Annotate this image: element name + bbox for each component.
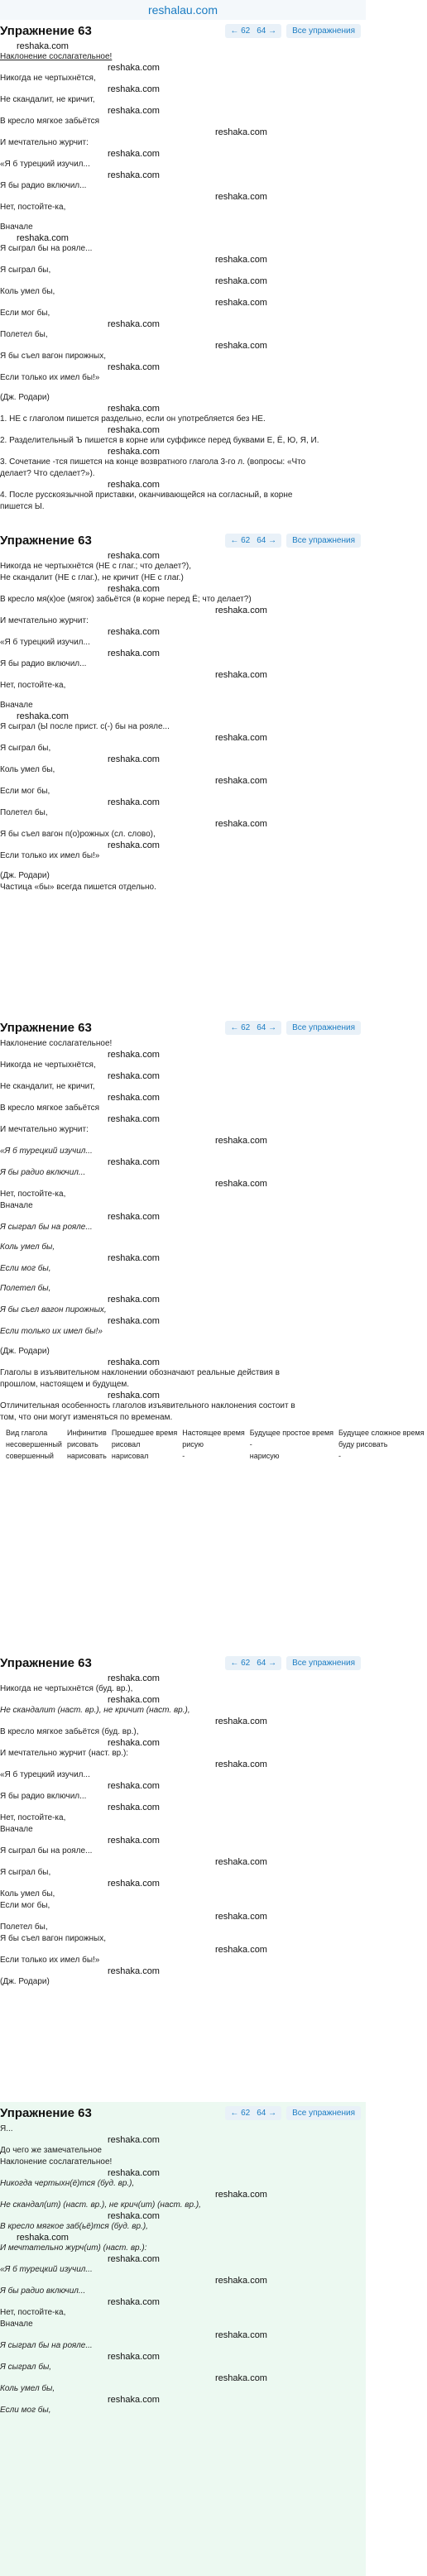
next-link[interactable]: 64 → xyxy=(257,26,277,36)
text-line: Нет, постойте-ка, xyxy=(0,1190,66,1199)
section-title: Упражнение 63 xyxy=(0,2105,92,2120)
top-bar xyxy=(0,0,366,20)
rule-line: пишется Ы. xyxy=(0,502,45,511)
watermark: reshaka.com xyxy=(215,1717,267,1726)
text-line: Не скандалит (наст. вр.), не кричит (наст. вр.), xyxy=(0,1706,190,1715)
section-header xyxy=(0,2102,366,2124)
text-line: Наклонение сослагательное! xyxy=(0,2157,113,2167)
watermark: reshaka.com xyxy=(108,319,160,329)
pager xyxy=(225,534,281,548)
watermark: reshaka.com xyxy=(108,2395,160,2405)
watermark: reshaka.com xyxy=(215,1912,267,1922)
nav xyxy=(225,1021,361,1035)
watermark: reshaka.com xyxy=(108,1836,160,1846)
text-line: Полетел бы, xyxy=(0,808,48,817)
gap xyxy=(0,1233,366,1242)
watermark: reshaka.com xyxy=(215,776,267,786)
gap xyxy=(0,862,366,870)
watermark: reshaka.com xyxy=(215,255,267,265)
text-line: Если мог бы, xyxy=(0,787,50,796)
text-line: Нет, постойте-ка, xyxy=(0,681,66,690)
text-line: Полетел бы, xyxy=(0,330,48,339)
watermark: reshaka.com xyxy=(108,627,160,637)
nav xyxy=(225,534,361,548)
paragraph-line: Отличительная особенность глаголов изъявительного наклонения состоит в xyxy=(0,1401,295,1410)
text-line: Я сыграл бы, xyxy=(0,744,51,753)
text-line: Никогда не чертыхнётся, xyxy=(0,74,96,83)
text-line: Коль умел бы, xyxy=(0,1243,55,1252)
watermark: reshaka.com xyxy=(108,362,160,372)
text-line: Я бы радио включил... xyxy=(0,1168,86,1177)
watermark: reshaka.com xyxy=(215,670,267,680)
watermark: reshaka.com xyxy=(108,1738,160,1748)
watermark: reshaka.com xyxy=(108,149,160,159)
text-line: Никогда чертыхн(ё)тся (буд. вр.), xyxy=(0,2179,135,2188)
table-row xyxy=(3,1439,427,1450)
watermark: reshaka.com xyxy=(108,2211,160,2221)
text-line: «Я б турецкий изучил... xyxy=(0,160,90,169)
text-line: Я бы съел вагон пирожных, xyxy=(0,1305,107,1314)
watermark: reshaka.com xyxy=(108,1071,160,1081)
gap xyxy=(0,692,366,700)
section-header xyxy=(0,20,366,41)
table-header-row xyxy=(3,1427,427,1439)
table-cell: нарисовать xyxy=(66,1452,107,1460)
rule-line: 2. Разделительный Ъ пишется в корне или суффиксе перед буквами Е, Ё, Ю, Я, И. xyxy=(0,436,319,445)
next-link[interactable]: 64 → xyxy=(257,2108,277,2118)
rule-line: 4. После русскоязычной приставки, оканчивающейся на согласный, в корне xyxy=(0,491,293,500)
section-header xyxy=(0,1017,366,1038)
watermark: reshaka.com xyxy=(215,2276,267,2286)
watermark: reshaka.com xyxy=(215,127,267,137)
text-line: Вначале xyxy=(0,1201,33,1210)
table-cell: совершенный xyxy=(6,1452,54,1460)
text-line: Я сыграл бы, xyxy=(0,266,51,275)
text-line: (Дж. Родари) xyxy=(0,1977,50,1986)
exercise-section-1 xyxy=(0,20,366,526)
table-cell: рисую xyxy=(182,1440,204,1448)
watermark: reshaka.com xyxy=(108,1695,160,1705)
all-exercises-button[interactable]: Все упражнения xyxy=(286,24,361,38)
watermark: reshaka.com xyxy=(108,2135,160,2145)
pager xyxy=(225,1656,281,1670)
text-line: В кресло мягкое забьётся xyxy=(0,117,100,126)
text-line: Вначале xyxy=(0,223,33,232)
exercise-section-4 xyxy=(0,1652,366,2099)
all-exercises-button[interactable]: Все упражнения xyxy=(286,1656,361,1670)
all-exercises-button[interactable]: Все упражнения xyxy=(286,1021,361,1035)
text-line: Если мог бы, xyxy=(0,2406,51,2415)
section-title: Упражнение 63 xyxy=(0,1655,92,1670)
watermark: reshaka.com xyxy=(108,797,160,807)
section-title: Упражнение 63 xyxy=(0,533,92,548)
text-line: Полетел бы, xyxy=(0,1922,48,1932)
text-line: Не скандал(ит) (наст. вр.), не крич(ит) (наст. вр.), xyxy=(0,2200,201,2210)
watermark: reshaka.com xyxy=(17,41,69,51)
text-line: Я бы съел вагон п(о)рожных (сл. слово), xyxy=(0,830,156,839)
text-line: (Дж. Родари) xyxy=(0,1347,50,1356)
table-row xyxy=(3,1450,427,1462)
watermark: reshaka.com xyxy=(215,606,267,615)
watermark: reshaka.com xyxy=(108,1879,160,1889)
watermark: reshaka.com xyxy=(108,840,160,850)
text-line: В кресло мягкое заб(ьё)тся (буд. вр.), xyxy=(0,2222,148,2231)
watermark: reshaka.com xyxy=(108,1803,160,1812)
section-title: Упражнение 63 xyxy=(0,1020,92,1035)
text-line: Я бы радио включил... xyxy=(0,2286,86,2296)
table-cell: - xyxy=(182,1452,185,1460)
watermark: reshaka.com xyxy=(108,84,160,94)
section-title: Упражнение 63 xyxy=(0,23,92,38)
gap xyxy=(0,384,366,392)
text-line: Нет, постойте-ка, xyxy=(0,1813,66,1822)
watermark: reshaka.com xyxy=(108,1093,160,1103)
text-line: В кресло мягкое забьётся (буд. вр.), xyxy=(0,1727,139,1736)
watermark: reshaka.com xyxy=(108,649,160,658)
text-line: Если мог бы, xyxy=(0,309,50,318)
all-exercises-button[interactable]: Все упражнения xyxy=(286,2106,361,2120)
table-cell: рисовать xyxy=(66,1440,98,1448)
watermark: reshaka.com xyxy=(108,1050,160,1060)
table-header: Настоящее время xyxy=(182,1429,245,1437)
text-line: Вначале xyxy=(0,701,33,710)
text-line: Наклонение сослагательное! xyxy=(0,1039,113,1048)
text-line: И мечтательно журч(ит) (наст. вр.): xyxy=(0,2243,147,2253)
text-line: Если мог бы, xyxy=(0,1264,51,1273)
watermark: reshaka.com xyxy=(108,2352,160,2362)
all-exercises-button[interactable]: Все упражнения xyxy=(286,534,361,548)
paragraph-line: Глаголы в изъявительном наклонении обозначают реальные действия в xyxy=(0,1368,280,1377)
watermark: reshaka.com xyxy=(215,341,267,351)
text-line: Вначале xyxy=(0,2320,33,2329)
exercise-section-3 xyxy=(0,1017,425,1649)
watermark: reshaka.com xyxy=(17,2233,69,2243)
watermark: reshaka.com xyxy=(215,192,267,202)
watermark: reshaka.com xyxy=(215,819,267,829)
watermark: reshaka.com xyxy=(108,404,160,414)
watermark: reshaka.com xyxy=(108,1391,160,1401)
watermark: reshaka.com xyxy=(215,1945,267,1955)
text-line: Если только их имел бы!» xyxy=(0,1956,100,1965)
gap xyxy=(0,213,366,222)
next-link[interactable]: 64 → xyxy=(257,535,277,545)
text-line: «Я б турецкий изучил... xyxy=(0,2265,93,2274)
nav xyxy=(225,1656,361,1670)
table-cell: несовершенный xyxy=(6,1440,62,1448)
table-header: Инфинитив xyxy=(66,1429,107,1437)
table-cell: - xyxy=(249,1440,252,1448)
next-link[interactable]: 64 → xyxy=(257,1658,277,1668)
table-cell: - xyxy=(338,1452,342,1460)
rule-line: 3. Сочетание -тся пишется на конце возвратного глагола 3-го л. (вопросы: «Что xyxy=(0,457,306,467)
site-brand[interactable]: reshalau.com xyxy=(147,3,218,17)
text-line: Не скандалит, не кричит, xyxy=(0,1082,95,1091)
text-line: Если только их имел бы!» xyxy=(0,1327,103,1336)
prev-link[interactable]: ← 62 xyxy=(230,26,251,36)
prev-link[interactable]: ← 62 xyxy=(230,1022,251,1032)
watermark: reshaka.com xyxy=(17,711,69,721)
prev-link[interactable]: ← 62 xyxy=(230,1658,251,1668)
watermark: reshaka.com xyxy=(108,1673,160,1683)
text-line: Коль умел бы, xyxy=(0,287,55,296)
text-line: Наклонение сослагательное! xyxy=(0,52,113,61)
rule-line: 1. НЕ с глаголом пишется раздельно, если он употребляется без НЕ. xyxy=(0,414,266,424)
text-line: И мечтательно журчит: xyxy=(0,616,89,625)
table-header: Вид глагола xyxy=(6,1429,48,1437)
text-line: Частица «бы» всегда пишется отдельно. xyxy=(0,883,156,892)
text-line: Я... xyxy=(0,2124,13,2133)
watermark: reshaka.com xyxy=(108,106,160,116)
text-line: И мечтательно журчит: xyxy=(0,138,89,147)
watermark: reshaka.com xyxy=(215,1136,267,1146)
watermark: reshaka.com xyxy=(108,2297,160,2307)
watermark: reshaka.com xyxy=(215,1760,267,1769)
text-line: Нет, постойте-ка, xyxy=(0,203,66,212)
watermark: reshaka.com xyxy=(108,1212,160,1222)
text-line: «Я б турецкий изучил... xyxy=(0,1770,90,1779)
watermark: reshaka.com xyxy=(108,1316,160,1326)
nav xyxy=(225,2106,361,2120)
text-line: И мечтательно журчит: xyxy=(0,1125,89,1134)
table-header: Будущее сложное время xyxy=(338,1429,425,1437)
watermark: reshaka.com xyxy=(108,1253,160,1263)
watermark: reshaka.com xyxy=(108,2168,160,2178)
text-line: Коль умел бы, xyxy=(0,2384,55,2393)
table-header: Будущее простое время xyxy=(249,1429,334,1437)
text-line: (Дж. Родари) xyxy=(0,871,50,880)
text-line: В кресло мягкое забьётся xyxy=(0,1104,100,1113)
section-header xyxy=(0,1652,366,1673)
text-line: Я сыграл бы на рояле... xyxy=(0,244,93,253)
watermark: reshaka.com xyxy=(108,425,160,435)
watermark: reshaka.com xyxy=(108,754,160,764)
text-line: Я бы радио включил... xyxy=(0,659,87,668)
text-line: Полетел бы, xyxy=(0,1284,51,1293)
watermark: reshaka.com xyxy=(108,63,160,73)
table-cell: нарисовал xyxy=(111,1452,149,1460)
text-line: До чего же замечательное xyxy=(0,2146,102,2155)
text-line: Нет, постойте-ка, xyxy=(0,2308,66,2317)
text-line: Никогда не чертыхнётся (буд. вр.), xyxy=(0,1684,133,1693)
text-line: Не скандалит, не кричит, xyxy=(0,95,95,104)
text-line: Коль умел бы, xyxy=(0,765,55,774)
paragraph-line: прошлом, настоящем и будущем. xyxy=(0,1380,130,1389)
text-line: Коль умел бы, xyxy=(0,1889,55,1898)
text-line: Я сыграл бы на рояле... xyxy=(0,1223,93,1232)
text-line: Я сыграл бы, xyxy=(0,2363,52,2372)
table-cell: буду рисовать xyxy=(338,1440,388,1448)
text-line: Никогда не чертыхнётся, xyxy=(0,1061,96,1070)
watermark: reshaka.com xyxy=(215,2330,267,2340)
watermark: reshaka.com xyxy=(215,2190,267,2200)
tenses-table xyxy=(3,1427,427,1462)
text-line: Если только их имел бы!» xyxy=(0,851,100,860)
watermark: reshaka.com xyxy=(108,1966,160,1976)
paragraph-line: том, что они могут изменяться по временам. xyxy=(0,1413,173,1422)
text-line: Если мог бы, xyxy=(0,1901,50,1910)
text-line: «Я б турецкий изучил... xyxy=(0,1147,93,1156)
watermark: reshaka.com xyxy=(108,170,160,180)
text-line: Не скандалит (НЕ с глаг.), не кричит (НЕ с глаг.) xyxy=(0,573,184,582)
text-line: В кресло мя(к)ое (мягок) забьётся (в корне перед Ё; что делает?) xyxy=(0,595,252,604)
watermark: reshaka.com xyxy=(215,1857,267,1867)
watermark: reshaka.com xyxy=(108,1781,160,1791)
watermark: reshaka.com xyxy=(108,1157,160,1167)
text-line: Я бы радио включил... xyxy=(0,181,87,190)
watermark: reshaka.com xyxy=(108,551,160,561)
text-line: Если только их имел бы!» xyxy=(0,373,100,382)
watermark: reshaka.com xyxy=(215,1179,267,1189)
watermark: reshaka.com xyxy=(108,480,160,490)
next-link[interactable]: 64 → xyxy=(257,1022,277,1032)
watermark: reshaka.com xyxy=(108,2254,160,2264)
table-cell: рисовал xyxy=(111,1440,141,1448)
text-line: Никогда не чертыхнётся (НЕ с глаг.; что делает?), xyxy=(0,562,192,571)
gap xyxy=(0,1338,366,1346)
section-header xyxy=(0,529,366,551)
rule-line: делает? Что сделает?»). xyxy=(0,469,95,478)
gap xyxy=(0,1275,366,1283)
watermark: reshaka.com xyxy=(215,276,267,286)
text-line: (Дж. Родари) xyxy=(0,393,50,402)
table-cell: нарисую xyxy=(249,1452,280,1460)
watermark: reshaka.com xyxy=(108,1114,160,1124)
watermark: reshaka.com xyxy=(215,733,267,743)
text-line: Я сыграл бы на рояле... xyxy=(0,1846,93,1855)
exercise-section-2 xyxy=(0,529,366,1013)
text-line: Я бы радио включил... xyxy=(0,1792,87,1801)
watermark: reshaka.com xyxy=(108,1357,160,1367)
text-line: «Я б турецкий изучил... xyxy=(0,638,90,647)
text-line: Я сыграл (Ы после прист. с(-) бы на рояле... xyxy=(0,722,170,731)
prev-link[interactable]: ← 62 xyxy=(230,2108,251,2118)
watermark: reshaka.com xyxy=(17,233,69,243)
watermark: reshaka.com xyxy=(108,447,160,457)
text-line: Я сыграл бы, xyxy=(0,1868,51,1877)
watermark: reshaka.com xyxy=(108,1295,160,1305)
pager xyxy=(225,1021,281,1035)
watermark: reshaka.com xyxy=(215,298,267,308)
table-header: Прошедшее время xyxy=(111,1429,178,1437)
text-line: Я бы съел вагон пирожных, xyxy=(0,1934,107,1943)
pager xyxy=(225,24,281,38)
exercise-section-5 xyxy=(0,2102,366,2576)
watermark: reshaka.com xyxy=(215,2373,267,2383)
text-line: Я сыграл бы на рояле... xyxy=(0,2341,93,2350)
text-line: И мечтательно журчит (наст. вр.): xyxy=(0,1749,129,1758)
pager xyxy=(225,2106,281,2120)
nav xyxy=(225,24,361,38)
watermark: reshaka.com xyxy=(108,584,160,594)
prev-link[interactable]: ← 62 xyxy=(230,535,251,545)
text-line: Я бы съел вагон пирожных, xyxy=(0,352,107,361)
text-line: Вначале xyxy=(0,1825,33,1834)
